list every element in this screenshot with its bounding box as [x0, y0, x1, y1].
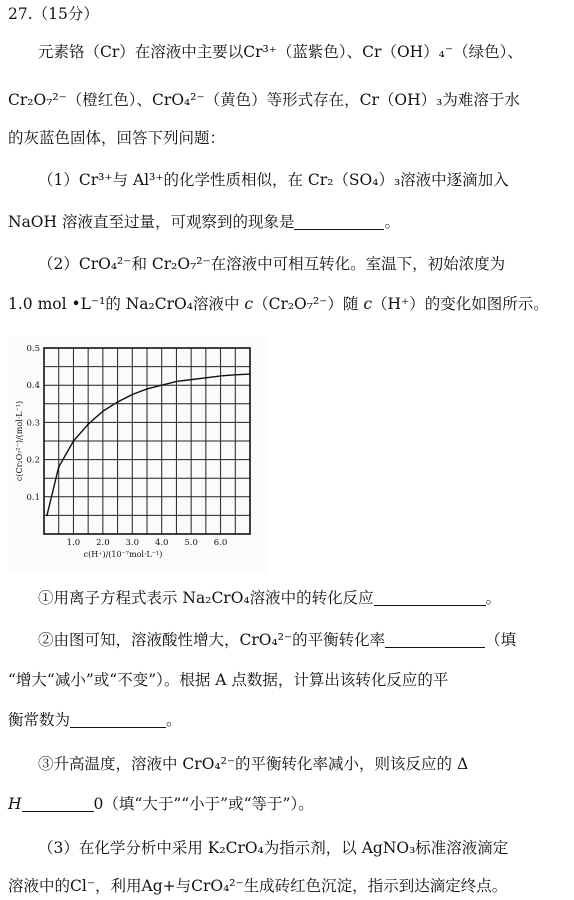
series-point [146, 388, 148, 390]
series-point [131, 394, 133, 396]
answer-blank-5[interactable] [22, 795, 94, 812]
item2-line-1: ②由图可知，溶液酸性增大，CrO₄²⁻的平衡转化率 （填 [38, 631, 517, 649]
series-point [87, 423, 89, 425]
series-point [73, 440, 75, 442]
x-tick-label: 2.0 [96, 538, 110, 548]
x-tick-label: 3.0 [125, 538, 140, 548]
y-tick-label: 0.1 [26, 492, 40, 503]
sub3-line-1: （3）在化学分析中采用 K₂CrO₄为指示剂，以 AgNO₃标准溶液滴定 [38, 839, 509, 857]
para-1-line-3: 的灰蓝色固体，回答下列问题： [8, 129, 226, 147]
sub2-line-2: 1.0 mol •L⁻¹的 Na₂CrO₄溶液中 c（Cr₂O₇²⁻）随 c（H⁺）的变化如图所示。 [8, 295, 549, 313]
sub1-line-1: （1）Cr³⁺与 Al³⁺的化学性质相似，在 Cr₂（SO₄）₃溶液中逐滴加入 [38, 171, 509, 189]
series-point [249, 373, 251, 375]
item3-line-2: H 0（填“大于”“小于”或“等于”）。 [8, 795, 314, 813]
answer-blank-3[interactable] [385, 631, 485, 648]
para-1-line-2: Cr₂O₇²⁻（橙红色）、CrO₄²⁻（黄色）等形式存在，Cr（OH）₃为难溶于水 [8, 91, 520, 109]
y-tick-label: 0.3 [26, 418, 40, 429]
item2-line-3: 衡常数为 。 [8, 711, 182, 729]
sub2-line-1: （2）CrO₄²⁻和 Cr₂O₇²⁻在溶液中可相互转化。室温下，初始浓度为 [38, 255, 506, 273]
series-point [176, 381, 178, 383]
concentration-chart [8, 336, 268, 572]
para-1-line-1: 元素铬（Cr）在溶液中主要以Cr³⁺（蓝紫色）、Cr（OH）₄⁻（绿色）、 [38, 43, 523, 61]
series-point [46, 515, 48, 517]
sub1-line-2: NaOH 溶液直至过量，可观察到的现象是 。 [8, 213, 400, 231]
chart-svg [8, 336, 268, 572]
question-number: 27.（15分） [8, 5, 99, 23]
item3-line-1: ③升高温度，溶液中 CrO₄²⁻的平衡转化率减小，则该反应的 Δ [38, 755, 469, 773]
series-line [47, 374, 250, 515]
series-point [220, 375, 222, 377]
x-tick-label: 4.0 [154, 538, 169, 548]
item2-line-2: “增大“减小”或“不变”）。根据 A 点数据，计算出该转化反应的平 [8, 671, 449, 689]
y-tick-label: 0.5 [26, 344, 40, 354]
series-point [161, 384, 163, 386]
x-axis-label: c(H⁺)/(10⁻⁷mol·L⁻¹) [83, 550, 163, 559]
sub1-text: NaOH 溶液直至过量，可观察到的现象是 [8, 213, 295, 231]
y-tick-label: 0.2 [26, 455, 40, 466]
sub3-line-2: 溶液中的Cl⁻，利用Ag+与CrO₄²⁻生成砖红色沉淀，指示到达滴定终点。 [8, 877, 508, 895]
series-point [102, 410, 104, 412]
x-tick-label: 1.0 [66, 538, 81, 548]
answer-blank-2[interactable] [374, 589, 486, 606]
x-tick-label: 6.0 [213, 538, 228, 548]
answer-blank-4[interactable] [70, 711, 166, 728]
y-axis-label: c(Cr₂O₇²⁻)/(mol·L⁻¹) [15, 400, 24, 482]
y-tick-label: 0.4 [26, 381, 40, 392]
series-point [117, 401, 119, 403]
answer-blank-1[interactable] [294, 213, 384, 230]
series-point [234, 374, 236, 376]
item1-line: ①用离子方程式表示 Na₂CrO₄溶液中的转化反应 。 [38, 589, 502, 607]
series-point [58, 466, 60, 468]
series-point [190, 379, 192, 381]
x-tick-label: 5.0 [184, 538, 198, 548]
series-point [205, 377, 207, 379]
